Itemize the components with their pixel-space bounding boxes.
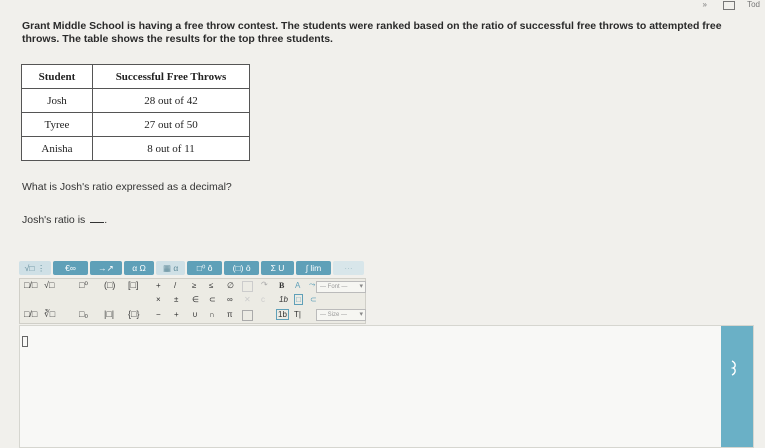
bold-button[interactable]: B <box>279 281 285 290</box>
infinity-button[interactable]: ∞ <box>227 295 233 304</box>
parentheses-button[interactable]: (□) <box>104 280 116 290</box>
student-name: Tyree <box>22 113 93 137</box>
editor-scrollbar[interactable] <box>721 326 753 447</box>
student-name: Anisha <box>22 137 93 161</box>
question-text: Grant Middle School is having a free throw contest. The students were ranked based on the ratio of successful free throws to attempted free throws. The table shows the results for the top three students. <box>22 20 722 45</box>
text-color-button[interactable]: A <box>295 281 301 290</box>
paste-icon[interactable]: ⊂ <box>310 295 317 304</box>
delete-icon[interactable] <box>242 310 253 321</box>
plus-button-2[interactable]: + <box>174 310 179 319</box>
undo-icon[interactable] <box>242 281 253 292</box>
font-dropdown[interactable]: — Font — ▾ <box>316 281 366 293</box>
text-size-button[interactable]: 1b <box>278 310 287 319</box>
minus-button[interactable]: − <box>156 310 161 319</box>
union-button[interactable]: ∪ <box>192 310 198 319</box>
prompt-question: What is Josh's ratio expressed as a decimal? <box>22 181 232 193</box>
plus-button[interactable]: + <box>156 281 161 290</box>
braces-button[interactable]: {□} <box>128 309 140 319</box>
results-table <box>21 64 250 161</box>
math-editor <box>19 261 752 446</box>
empty-set-button[interactable]: ∅ <box>227 281 234 290</box>
free-throw-result: 28 out of 42 <box>93 89 250 113</box>
insert-box-button[interactable]: □ <box>296 295 301 304</box>
answer-label: Josh's ratio is <box>22 214 86 226</box>
times-button[interactable]: × <box>156 295 161 304</box>
table-header-row <box>22 65 250 89</box>
tab-greek[interactable]: α Ω <box>124 261 154 275</box>
tab-matrix[interactable]: ▦ α <box>156 261 185 275</box>
tab-more[interactable]: ··· <box>333 261 364 275</box>
greater-equal-button[interactable]: ≥ <box>192 281 197 290</box>
format-icon[interactable]: ⤳ <box>309 280 316 289</box>
cut-icon[interactable]: ✕ <box>244 295 251 304</box>
text-mode-button[interactable]: T| <box>294 310 301 319</box>
redo-icon[interactable]: ↷ <box>261 280 268 289</box>
window-icon[interactable] <box>723 1 735 10</box>
subscript-button[interactable]: □₀ <box>79 309 89 319</box>
intersection-button[interactable]: ∩ <box>209 310 215 319</box>
mixed-fraction-button[interactable]: □/□ <box>24 309 38 319</box>
column-header-student: Student <box>22 65 93 89</box>
fraction-button[interactable]: □/□ <box>24 280 38 290</box>
tab-sums[interactable]: Σ U <box>261 261 294 275</box>
slash-button[interactable]: / <box>174 281 177 290</box>
subset-button[interactable]: ⊂ <box>209 295 216 304</box>
superscript-button[interactable]: □⁰ <box>79 280 89 290</box>
top-bar-label[interactable]: Tod <box>747 0 760 9</box>
cube-root-button[interactable]: ∛□ <box>44 309 56 319</box>
less-equal-button[interactable]: ≤ <box>209 281 214 290</box>
tab-symbols[interactable]: €∞ <box>53 261 88 275</box>
answer-suffix: . <box>104 214 108 226</box>
answer-line <box>22 214 107 226</box>
student-name: Josh <box>22 89 93 113</box>
symbol-palette <box>19 278 366 324</box>
element-of-button[interactable]: ∈ <box>192 295 199 304</box>
answer-input-area[interactable] <box>19 325 754 448</box>
sqrt-button[interactable]: √□ <box>44 280 55 290</box>
pi-button[interactable]: π <box>227 310 233 319</box>
absolute-value-button[interactable]: |□| <box>104 309 115 319</box>
size-dropdown[interactable]: — Size — ▾ <box>316 309 366 321</box>
table-row <box>22 113 250 137</box>
editor-tab-bar <box>19 261 364 275</box>
brackets-button[interactable]: [□] <box>128 280 139 290</box>
text-cursor <box>22 336 28 347</box>
tab-accents[interactable]: □⁰ ô <box>187 261 222 275</box>
table-row <box>22 137 250 161</box>
column-header-successful-free-throws: Successful Free Throws <box>93 65 250 89</box>
italic-button[interactable]: 1b <box>279 295 288 304</box>
tab-radicals[interactable]: √□ ⋮ <box>19 261 51 275</box>
free-throw-result: 27 out of 50 <box>93 113 250 137</box>
resize-handle-icon[interactable] <box>731 360 737 376</box>
tab-calculus[interactable]: ∫ lim <box>296 261 331 275</box>
tab-brackets[interactable]: (□) ō <box>224 261 259 275</box>
chevron-right-icon[interactable]: » <box>702 0 707 9</box>
tab-arrows[interactable]: →↗ <box>90 261 122 275</box>
plus-minus-button[interactable]: ± <box>174 295 179 304</box>
copy-icon[interactable]: c <box>261 295 265 304</box>
table-row <box>22 89 250 113</box>
free-throw-result: 8 out of 11 <box>93 137 250 161</box>
answer-blank <box>90 222 104 223</box>
